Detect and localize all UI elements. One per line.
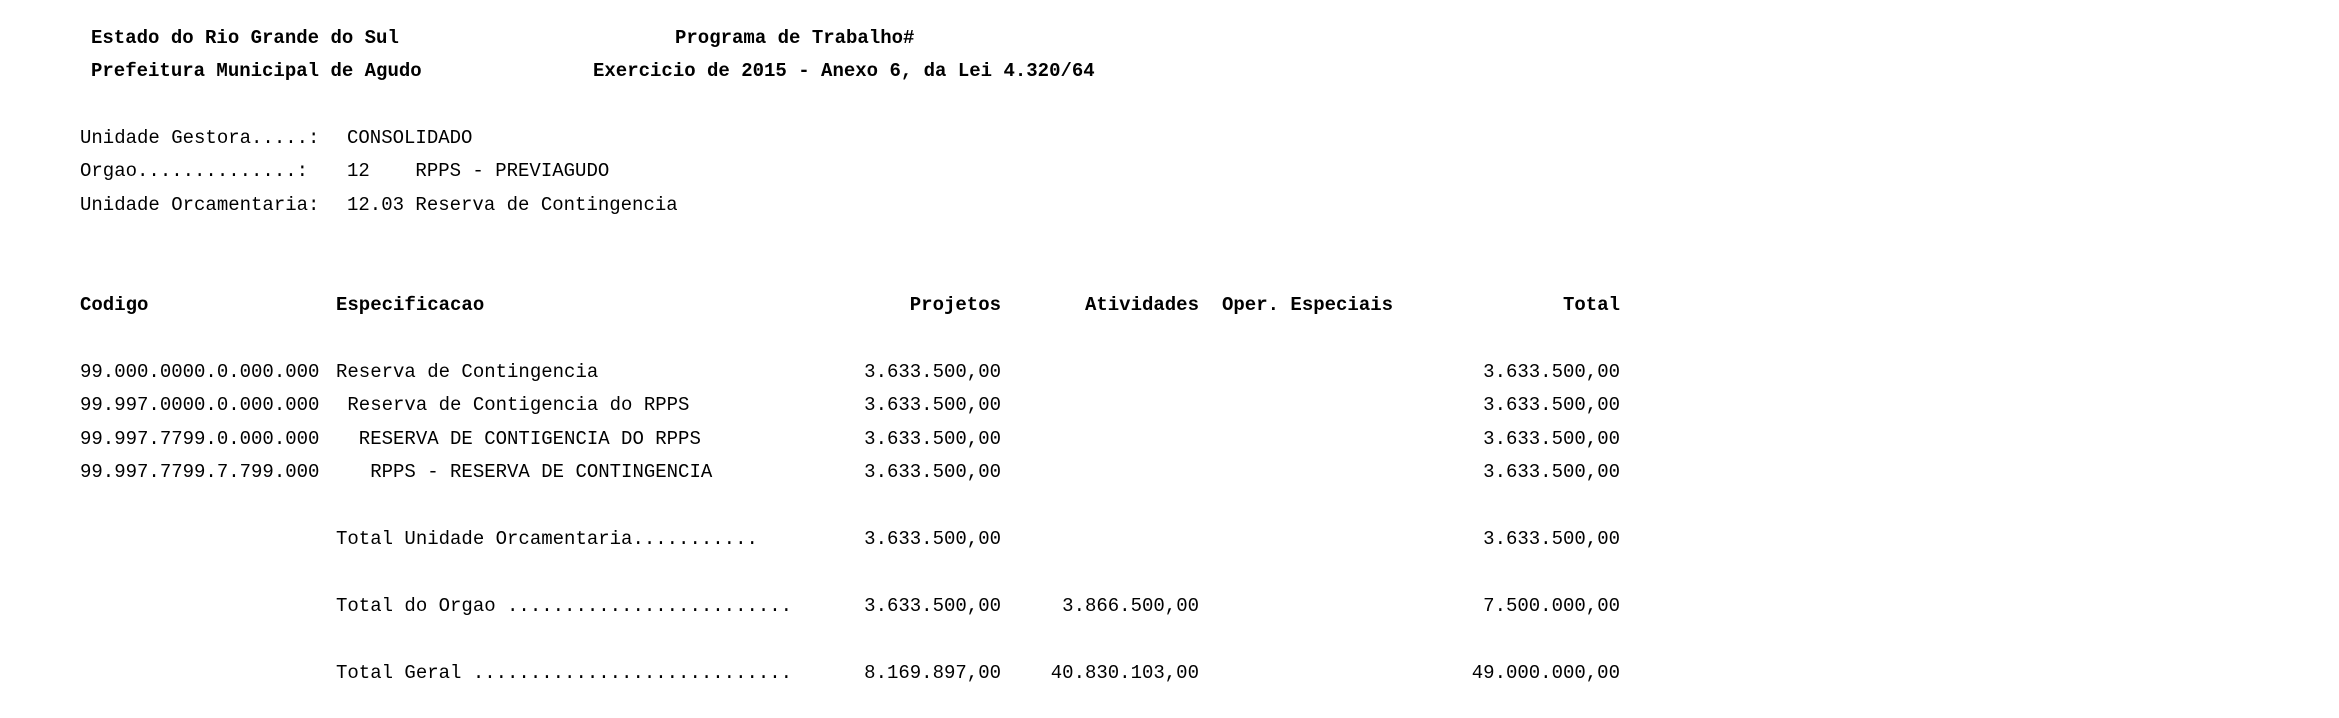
table-row-codigo: 99.997.0000.0.000.000 [80,394,320,416]
total-unidade-total: 3.633.500,00 [1483,528,1620,550]
municipality-name: Prefeitura Municipal de Agudo [91,60,422,82]
table-row-codigo: 99.000.0000.0.000.000 [80,361,320,383]
table-row-projetos: 3.633.500,00 [864,428,1001,450]
total-orgao-atividades: 3.866.500,00 [1062,595,1199,617]
unidade-gestora-label: Unidade Gestora.....: [80,127,320,149]
table-row-projetos: 3.633.500,00 [864,461,1001,483]
table-row-total: 3.633.500,00 [1483,461,1620,483]
table-row-total: 3.633.500,00 [1483,428,1620,450]
state-name: Estado do Rio Grande do Sul [91,27,399,49]
unidade-orcamentaria-label: Unidade Orcamentaria: [80,194,320,216]
header-oper-especiais: Oper. Especiais [1222,294,1394,316]
table-row-projetos: 3.633.500,00 [864,394,1001,416]
table-row-especificacao: Reserva de Contingencia [336,361,599,383]
exercise-title: Exercicio de 2015 - Anexo 6, da Lei 4.320/64 [593,60,1095,82]
total-orgao-projetos: 3.633.500,00 [864,595,1001,617]
total-unidade-label: Total Unidade Orcamentaria........... [336,528,758,550]
total-geral-total: 49.000.000,00 [1471,662,1620,684]
header-atividades: Atividades [1084,294,1199,316]
table-row-especificacao: RESERVA DE CONTIGENCIA DO RPPS [336,428,701,450]
unidade-orcamentaria-value: 12.03 Reserva de Contingencia [347,194,678,216]
table-row-total: 3.633.500,00 [1483,361,1620,383]
unidade-gestora-value: CONSOLIDADO [347,127,473,149]
table-row-total: 3.633.500,00 [1483,394,1620,416]
table-row-codigo: 99.997.7799.0.000.000 [80,428,320,450]
table-row-especificacao: RPPS - RESERVA DE CONTINGENCIA [336,461,713,483]
table-row-especificacao: Reserva de Contigencia do RPPS [336,394,690,416]
orgao-value: 12 RPPS - PREVIAGUDO [347,160,610,182]
total-geral-label: Total Geral ............................ [336,662,793,684]
table-row-codigo: 99.997.7799.7.799.000 [80,461,320,483]
table-row-projetos: 3.633.500,00 [864,361,1001,383]
orgao-label: Orgao..............: [80,160,309,182]
header-projetos: Projetos [909,294,1001,316]
header-especificacao: Especificacao [336,294,485,316]
program-title: Programa de Trabalho# [675,27,915,49]
total-geral-atividades: 40.830.103,00 [1050,662,1199,684]
header-codigo: Codigo [80,294,149,316]
total-orgao-label: Total do Orgao ......................... [336,595,793,617]
total-geral-projetos: 8.169.897,00 [864,662,1001,684]
total-orgao-total: 7.500.000,00 [1483,595,1620,617]
header-total: Total [1562,294,1620,316]
total-unidade-projetos: 3.633.500,00 [864,528,1001,550]
